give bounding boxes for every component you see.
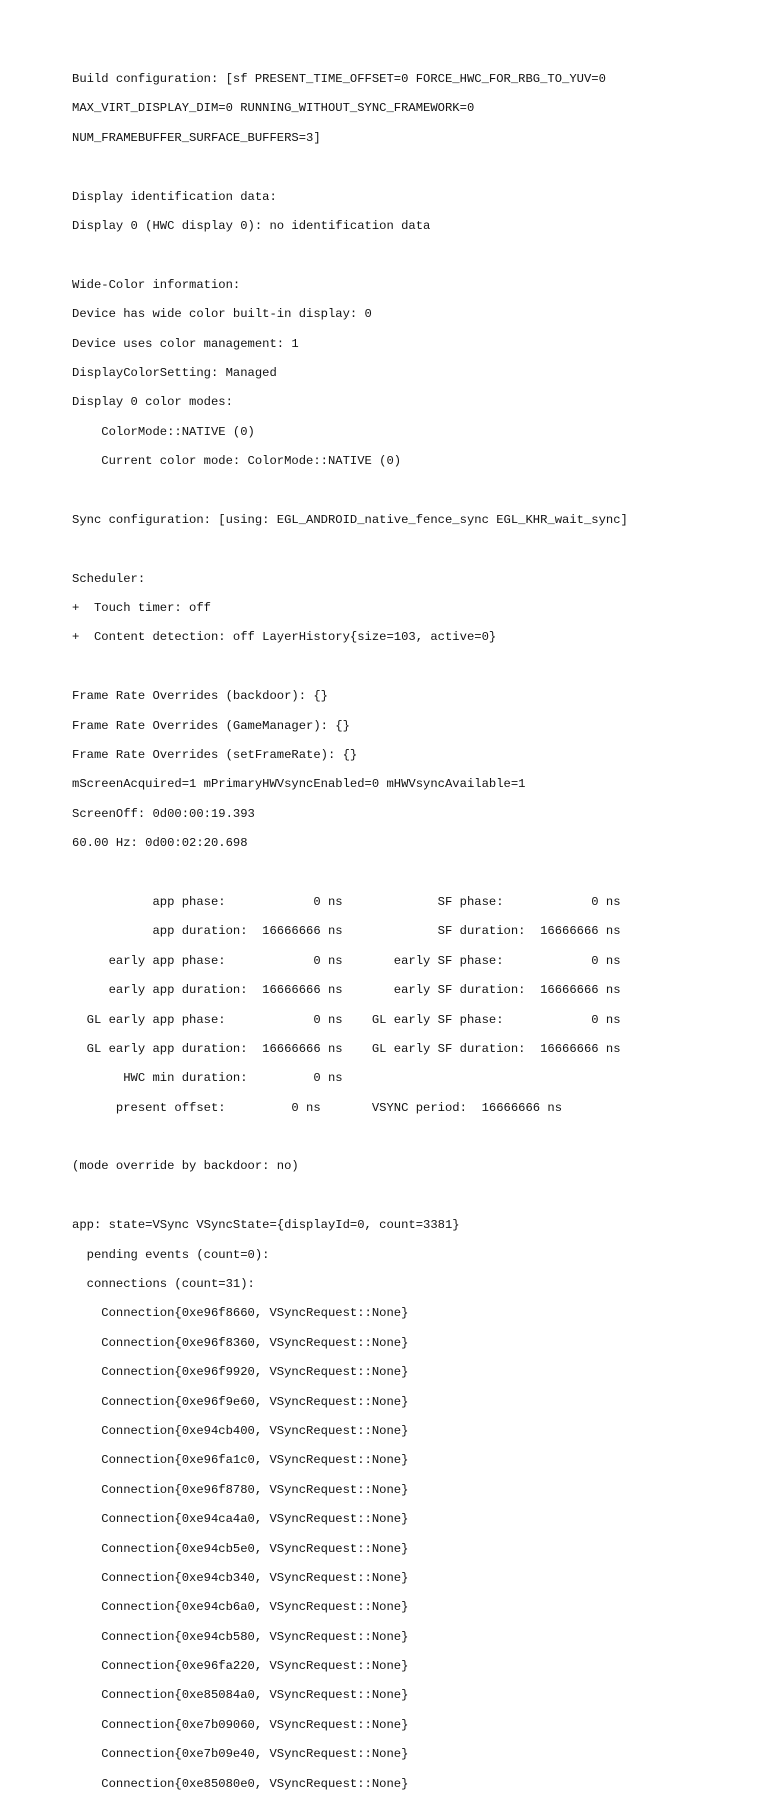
color-mode-line: Current color mode: ColorMode::NATIVE (0): [72, 454, 402, 469]
build-config-line: MAX_VIRT_DISPLAY_DIM=0 RUNNING_WITHOUT_SYNC_FRAMEWORK=0: [72, 101, 475, 116]
connection-line: Connection{0xe96fa1c0, VSyncRequest::None}: [72, 1453, 409, 1468]
wide-color-line: DisplayColorSetting: Managed: [72, 365, 277, 380]
blank-line: [72, 248, 752, 263]
mode-override-line: (mode override by backdoor: no): [72, 1159, 299, 1174]
connection-line: Connection{0xe94ca4a0, VSyncRequest::None}: [72, 1512, 409, 1527]
connection-line: Connection{0xe85080e0, VSyncRequest::None}: [72, 1776, 409, 1791]
blank-line: [72, 660, 752, 675]
connection-line: Connection{0xe96fa220, VSyncRequest::None}: [72, 1659, 409, 1674]
display-id-heading: Display identification data:: [72, 189, 277, 204]
wide-color-heading: Wide-Color information:: [72, 277, 241, 292]
connection-line: Connection{0xe94cb580, VSyncRequest::None}: [72, 1629, 409, 1644]
connection-line: Connection{0xe94cb400, VSyncRequest::None}: [72, 1423, 409, 1438]
phase-table-row: app duration: 16666666 ns SF duration: 16666666 ns: [72, 924, 621, 939]
wide-color-line: Display 0 color modes:: [72, 395, 233, 410]
connection-line: Connection{0xe94cb6a0, VSyncRequest::None}: [72, 1600, 409, 1615]
phase-table-row: present offset: 0 ns VSYNC period: 16666666 ns: [72, 1100, 563, 1115]
pending-events-line: pending events (count=0):: [72, 1247, 270, 1262]
blank-line: [72, 866, 752, 881]
scheduler-line: + Touch timer: off: [72, 601, 211, 616]
phase-table-row: GL early app phase: 0 ns GL early SF phase: 0 ns: [72, 1012, 621, 1027]
app-state-line: app: state=VSync VSyncState={displayId=0, count=3381}: [72, 1218, 460, 1233]
connection-line: Connection{0xe96f9920, VSyncRequest::None}: [72, 1365, 409, 1380]
connection-line: Connection{0xe94cb5e0, VSyncRequest::None}: [72, 1541, 409, 1556]
build-config-line: NUM_FRAMEBUFFER_SURFACE_BUFFERS=3]: [72, 130, 321, 145]
color-mode-line: ColorMode::NATIVE (0): [72, 424, 255, 439]
connection-line: Connection{0xe96f9e60, VSyncRequest::None}: [72, 1394, 409, 1409]
connection-line: Connection{0xe7b09060, VSyncRequest::None}: [72, 1717, 409, 1732]
frame-rate-override-line: Frame Rate Overrides (GameManager): {}: [72, 718, 350, 733]
screen-state-line: mScreenAcquired=1 mPrimaryHWVsyncEnabled=0 mHWVsyncAvailable=1: [72, 777, 526, 792]
screen-state-line: 60.00 Hz: 0d00:02:20.698: [72, 836, 248, 851]
blank-line: [72, 542, 752, 557]
sync-config-line: Sync configuration: [using: EGL_ANDROID_native_fence_sync EGL_KHR_wait_sync]: [72, 512, 628, 527]
wide-color-line: Device has wide color built-in display: 0: [72, 307, 372, 322]
connection-line: Connection{0xe85084a0, VSyncRequest::None}: [72, 1688, 409, 1703]
connection-line: Connection{0xe96f8360, VSyncRequest::None}: [72, 1335, 409, 1350]
blank-line: [72, 483, 752, 498]
phase-table-row: early app phase: 0 ns early SF phase: 0 ns: [72, 953, 621, 968]
blank-line: [72, 1189, 752, 1204]
blank-line: [72, 1130, 752, 1145]
scheduler-heading: Scheduler:: [72, 571, 146, 586]
phase-table-row: HWC min duration: 0 ns: [72, 1071, 343, 1086]
display-id-line: Display 0 (HWC display 0): no identification data: [72, 218, 431, 233]
phase-table-row: app phase: 0 ns SF phase: 0 ns: [72, 894, 621, 909]
frame-rate-override-line: Frame Rate Overrides (backdoor): {}: [72, 689, 328, 704]
connection-line: Connection{0xe96f8780, VSyncRequest::None}: [72, 1482, 409, 1497]
connections-heading: connections (count=31):: [72, 1277, 255, 1292]
phase-table-row: early app duration: 16666666 ns early SF duration: 16666666 ns: [72, 983, 621, 998]
connection-line: Connection{0xe96f8660, VSyncRequest::None}: [72, 1306, 409, 1321]
blank-line: [72, 160, 752, 175]
screen-state-line: ScreenOff: 0d00:00:19.393: [72, 806, 255, 821]
connection-line: Connection{0xe94cb340, VSyncRequest::None}: [72, 1570, 409, 1585]
phase-table-row: GL early app duration: 16666666 ns GL early SF duration: 16666666 ns: [72, 1041, 621, 1056]
scheduler-line: + Content detection: off LayerHistory{size=103, active=0}: [72, 630, 497, 645]
build-config-line: Build configuration: [sf PRESENT_TIME_OFFSET=0 FORCE_HWC_FOR_RBG_TO_YUV=0: [72, 72, 606, 86]
surfaceflinger-dump-text: [72, 72, 752, 1806]
frame-rate-override-line: Frame Rate Overrides (setFrameRate): {}: [72, 747, 358, 762]
connection-line: Connection{0xe7b09e40, VSyncRequest::None}: [72, 1747, 409, 1762]
wide-color-line: Device uses color management: 1: [72, 336, 299, 351]
